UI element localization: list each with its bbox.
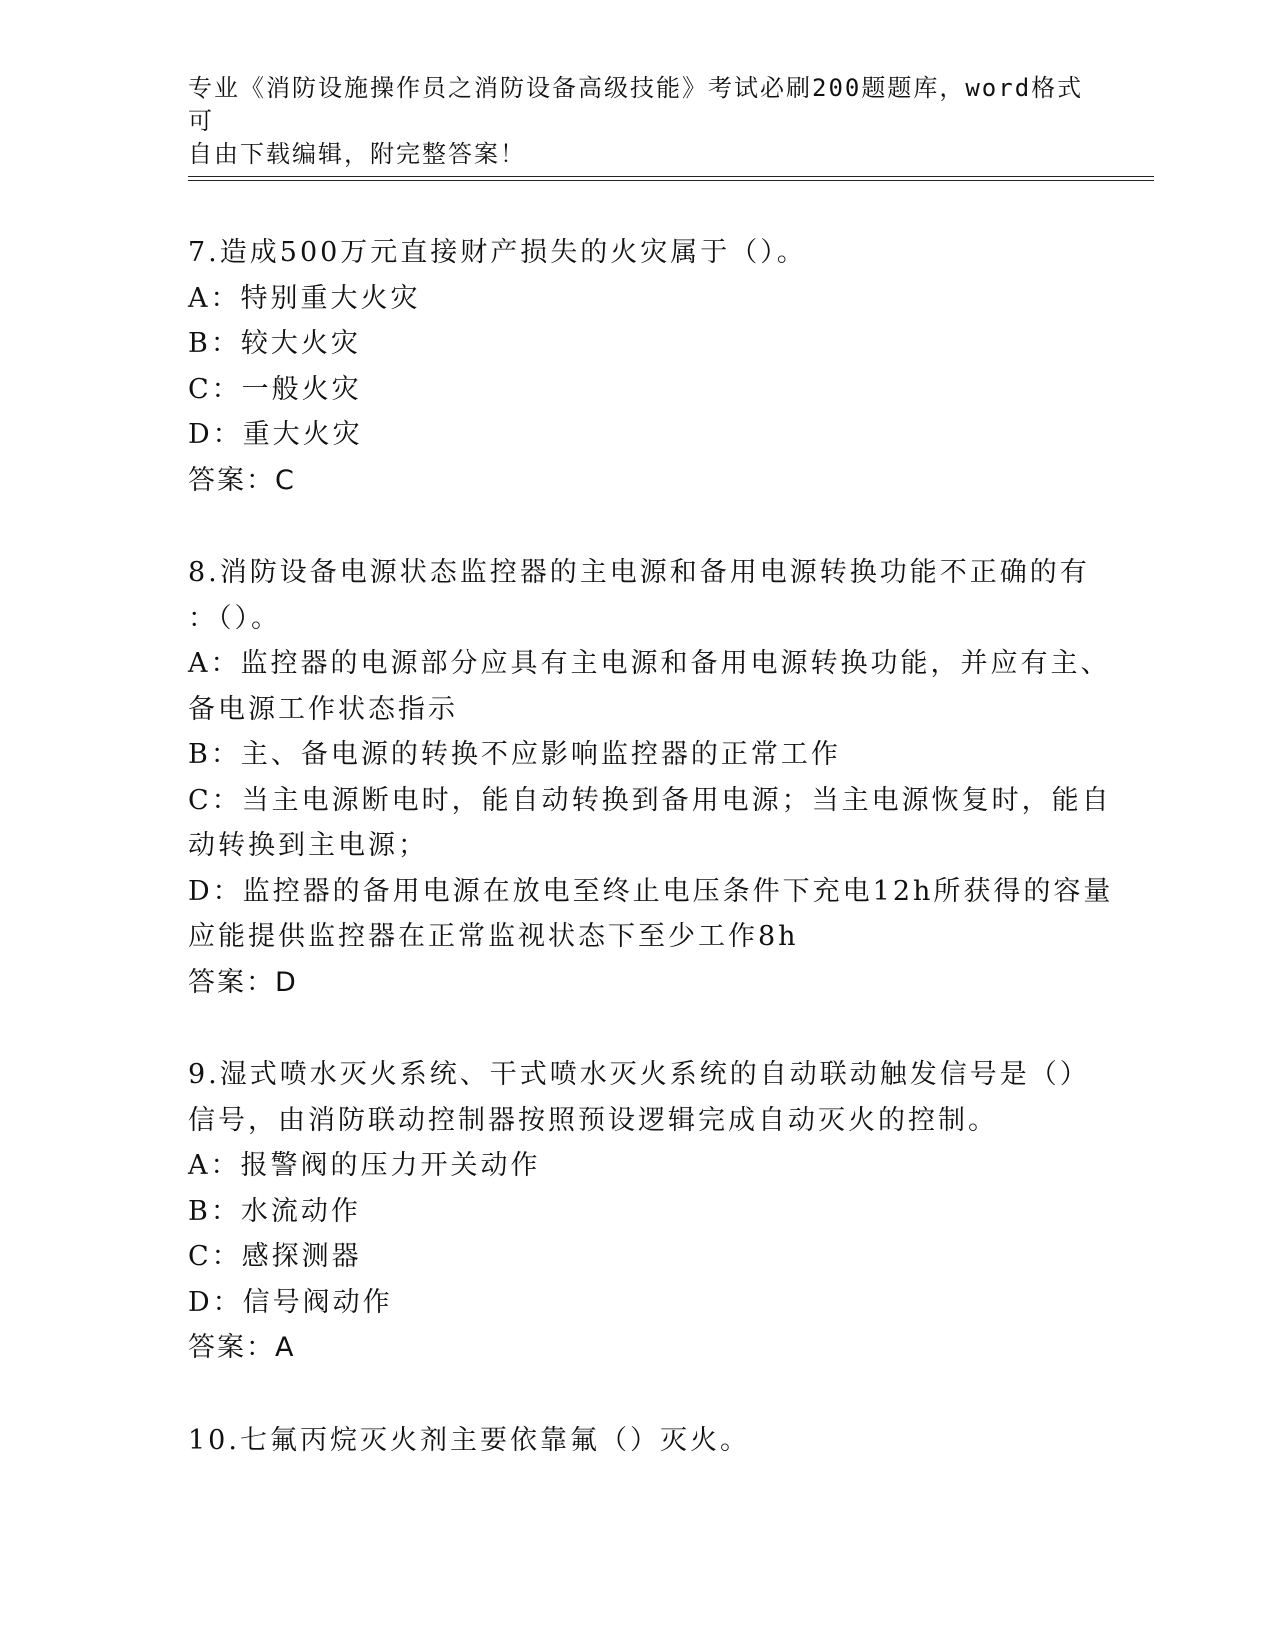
header-line-2: 自由下载编辑，附完整答案！ bbox=[188, 140, 526, 168]
question-9 bbox=[188, 1052, 1088, 1371]
option-b: B：较大火灾 bbox=[188, 328, 361, 359]
option-c: C：当主电源断电时，能自动转换到备用电源；当主电源恢复时，能自 bbox=[188, 784, 1112, 816]
question-stem-continued: ：（）。 bbox=[188, 602, 281, 634]
option-a: A：监控器的电源部分应具有主电源和备用电源转换功能，并应有主、 bbox=[188, 648, 1111, 679]
option-c: C：一般火灾 bbox=[188, 373, 362, 405]
header-line-1: 专业《消防设施操作员之消防设备高级技能》考试必刷200题题库，word格式可 bbox=[188, 74, 1084, 135]
question-10 bbox=[188, 1418, 1088, 1464]
question-stem-continued: 信号，由消防联动控制器按照预设逻辑完成自动灭火的控制。 bbox=[188, 1104, 998, 1136]
option-d: D：监控器的备用电源在放电至终止电压条件下充电12h所获得的容量 bbox=[188, 875, 1114, 907]
answer: 答案：A bbox=[188, 1332, 296, 1363]
answer: 答案：D bbox=[188, 966, 298, 998]
option-a-continued: 备电源工作状态指示 bbox=[188, 693, 458, 725]
document-header bbox=[188, 72, 1088, 171]
question-stem: 9.湿式喷水灭火系统、干式喷水灭火系统的自动联动触发信号是（） bbox=[188, 1059, 1090, 1090]
spacer bbox=[188, 1371, 1088, 1418]
question-8 bbox=[188, 550, 1114, 1005]
option-b: B：主、备电源的转换不应影响监控器的正常工作 bbox=[188, 739, 841, 770]
option-d: D：信号阀动作 bbox=[188, 1286, 393, 1318]
answer: 答案：C bbox=[188, 464, 296, 496]
option-d: D：重大火灾 bbox=[188, 419, 363, 450]
option-d-continued: 应能提供监控器在正常监视状态下至少工作8h bbox=[188, 921, 799, 952]
option-b: B：水流动作 bbox=[188, 1195, 361, 1227]
option-c-continued: 动转换到主电源； bbox=[188, 830, 428, 861]
question-stem: 7.造成500万元直接财产损失的火灾属于（）。 bbox=[188, 237, 807, 268]
option-c: C：感探测器 bbox=[188, 1241, 362, 1272]
option-a: A：特别重大火灾 bbox=[188, 282, 421, 314]
spacer bbox=[188, 1005, 1088, 1052]
option-a: A：报警阀的压力开关动作 bbox=[188, 1150, 541, 1181]
header-divider bbox=[188, 176, 1154, 181]
question-7 bbox=[188, 230, 1088, 503]
question-list bbox=[188, 230, 1114, 1463]
spacer bbox=[188, 503, 1088, 550]
question-stem: 10.七氟丙烷灭火剂主要依靠氟（）灭火。 bbox=[188, 1424, 750, 1456]
question-stem: 8.消防设备电源状态监控器的主电源和备用电源转换功能不正确的有 bbox=[188, 557, 1090, 588]
